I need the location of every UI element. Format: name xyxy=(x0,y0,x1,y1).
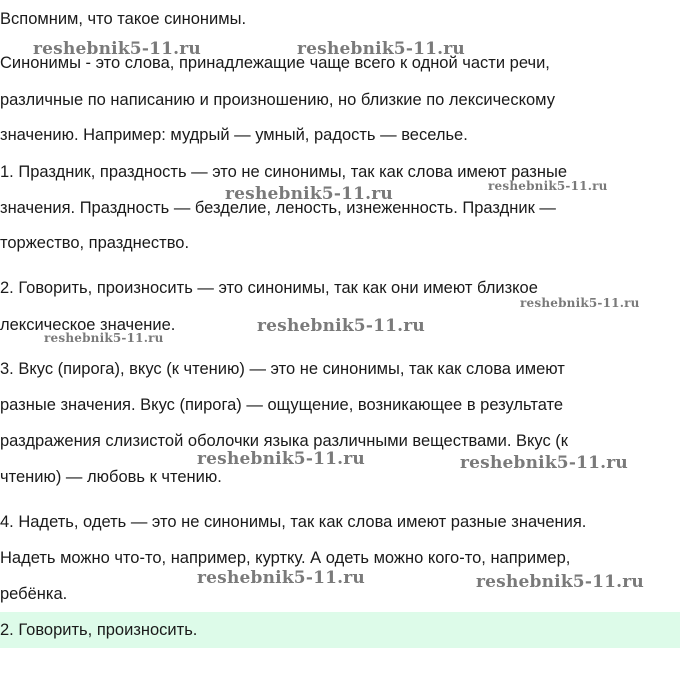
watermark-text: reshebnik5-11.ru xyxy=(33,39,201,59)
text-line: 2. Говорить, произносить — это синонимы, так как они имеют близкое xyxy=(0,279,538,297)
watermark-text: reshebnik5-11.ru xyxy=(476,572,644,592)
text-line: Вспомним, что такое синонимы. xyxy=(0,10,247,28)
text-line: 4. Надеть, одеть — это не синонимы, так как слова имеют разные значения. xyxy=(0,513,587,531)
watermark-text: reshebnik5-11.ru xyxy=(197,568,365,588)
watermark-text: reshebnik5-11.ru xyxy=(197,449,365,469)
text-line: Синонимы - это слова, принадлежащие чаще всего к одной части речи, xyxy=(0,54,550,72)
text-line: 3. Вкус (пирога), вкус (к чтению) — это не синонимы, так как слова имеют xyxy=(0,360,565,378)
watermark-text: reshebnik5-11.ru xyxy=(460,453,628,473)
text-line: значения. Праздность — безделие, леность, изнеженность. Праздник — xyxy=(0,199,556,217)
watermark-text: reshebnik5-11.ru xyxy=(520,296,640,310)
watermark-text: reshebnik5-11.ru xyxy=(257,316,425,336)
text-line: различные по написанию и произношению, но близкие по лексическому xyxy=(0,91,555,109)
text-line: торжество, празднество. xyxy=(0,234,190,252)
answer-text: 2. Говорить, произносить. xyxy=(0,621,198,639)
text-line: ребёнка. xyxy=(0,585,68,603)
answer-box xyxy=(0,612,680,648)
text-line: разные значения. Вкус (пирога) — ощущение, возникающее в результате xyxy=(0,396,564,414)
text-line: Надеть можно что-то, например, куртку. А одеть можно кого-то, например, xyxy=(0,549,571,567)
text-line: лексическое значение. xyxy=(0,316,176,334)
watermark-text: reshebnik5-11.ru xyxy=(44,331,164,345)
text-line: 1. Праздник, праздность — это не синонимы, так как слова имеют разные xyxy=(0,163,567,181)
watermark-text: reshebnik5-11.ru xyxy=(488,179,608,193)
text-line: чтению) — любовь к чтению. xyxy=(0,468,222,486)
watermark-text: reshebnik5-11.ru xyxy=(297,39,465,59)
watermark-text: reshebnik5-11.ru xyxy=(225,184,393,204)
text-line: значению. Например: мудрый — умный, радость — веселье. xyxy=(0,126,468,144)
text-line: раздражения слизистой оболочки языка различными веществами. Вкус (к xyxy=(0,432,569,450)
